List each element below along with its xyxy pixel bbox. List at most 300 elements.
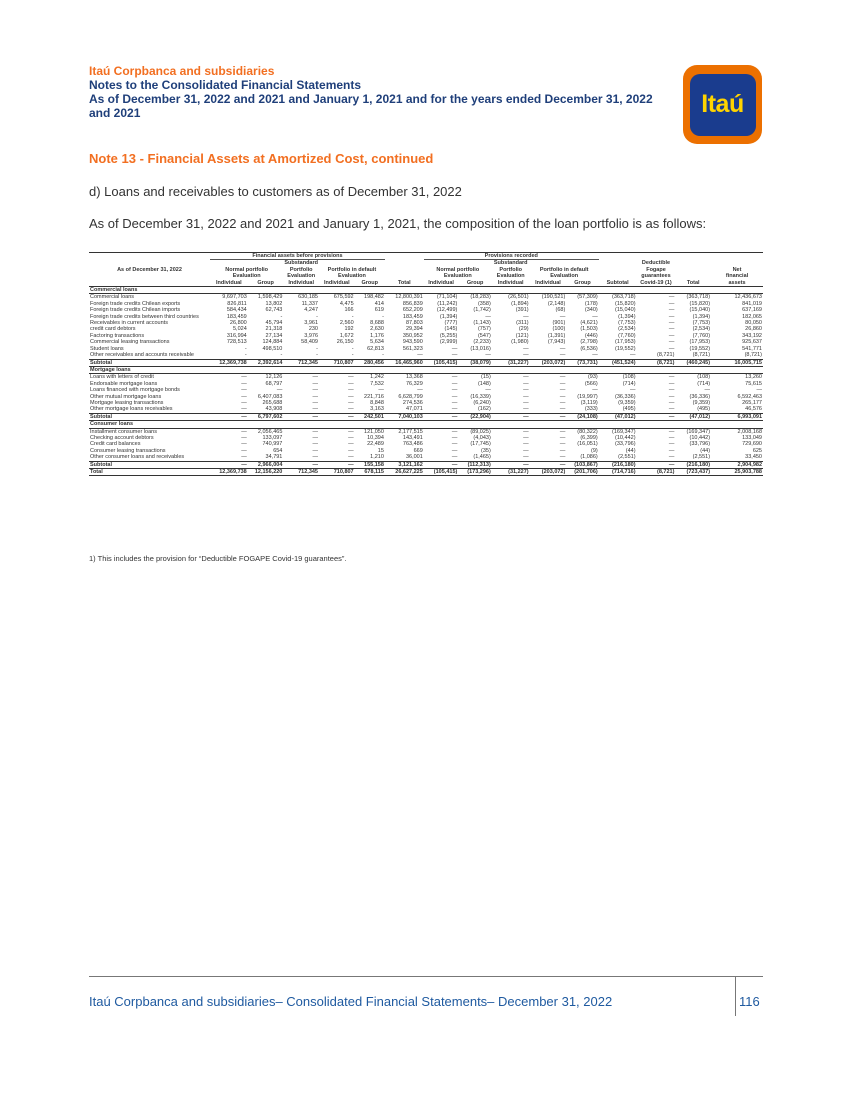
- table-cell: 230: [308, 326, 318, 333]
- table-cell: 856,839: [402, 300, 423, 307]
- row-label: Loans with letters of credit: [90, 374, 154, 381]
- table-cell: —: [559, 434, 566, 441]
- header-individual: Individual: [319, 280, 355, 287]
- table-cell: —: [451, 393, 458, 400]
- table-cell: —: [668, 374, 675, 381]
- table-cell: (29): [518, 326, 529, 333]
- table-cell: —: [319, 413, 355, 420]
- table-cell: 561,323: [402, 345, 423, 352]
- table-cell: 1,242: [370, 374, 384, 381]
- itau-logo: [683, 65, 762, 144]
- table-cell: —: [668, 441, 675, 448]
- table-cell: —: [668, 339, 675, 346]
- table-row: [89, 294, 763, 301]
- table-cell: 498,510: [262, 345, 283, 352]
- table-cell: —: [668, 300, 675, 307]
- row-label: Commercial leasing transactions: [90, 339, 170, 346]
- table-cell: (145): [444, 326, 458, 333]
- table-cell: (19,552): [615, 345, 636, 352]
- table-cell: (33,796): [615, 441, 636, 448]
- row-label: Mortgage leasing transactions: [90, 399, 164, 406]
- table-cell: 5,024: [232, 326, 247, 333]
- table-cell: 763,486: [402, 441, 423, 448]
- table-cell: (31,227): [492, 469, 530, 476]
- table-cell: (2,999): [439, 339, 458, 346]
- table-cell: 3,121,162: [385, 461, 424, 468]
- table-cell: 15: [377, 447, 384, 454]
- table-cell: (10,442): [615, 434, 636, 441]
- subheading: d) Loans and receivables to customers as of December 31, 2022: [89, 184, 462, 199]
- table-cell: 925,637: [742, 339, 762, 346]
- table-cell: (333): [584, 406, 598, 413]
- table-cell: (1,742): [473, 307, 491, 314]
- header-net: Net: [732, 266, 742, 273]
- table-cell: 8,688: [370, 320, 384, 327]
- table-cell: (93): [587, 374, 598, 381]
- table-cell: -: [382, 313, 384, 320]
- row-label: Subtotal: [89, 359, 210, 366]
- header-individual: Individual: [283, 280, 319, 287]
- table-cell: —: [559, 454, 566, 461]
- table-cell: (451,524): [599, 359, 637, 366]
- table-cell: 712,345: [283, 359, 319, 366]
- table-cell: 76,329: [405, 380, 423, 387]
- table-cell: (1,086): [580, 454, 598, 461]
- table-cell: (1,394): [692, 313, 711, 320]
- table-cell: 13,802: [265, 300, 283, 307]
- table-cell: 729,690: [742, 441, 762, 448]
- table-cell: 1,176: [370, 332, 384, 339]
- table-cell: 280,456: [355, 359, 385, 366]
- header-evaluation: Evaluation: [287, 273, 316, 280]
- row-label: Endorsable mortgage loans: [90, 380, 158, 387]
- table-cell: —: [630, 387, 636, 394]
- table-cell: (112,313): [458, 461, 491, 468]
- table-cell: 13,260: [745, 374, 762, 381]
- table-cell: 414: [374, 300, 384, 307]
- table-cell: 669: [413, 447, 423, 454]
- table-cell: 22,489: [367, 441, 384, 448]
- table-cell: 9,697,703: [222, 294, 247, 301]
- table-cell: (73,731): [566, 359, 598, 366]
- table-cell: 155,158: [355, 461, 385, 468]
- header-individual: Individual: [210, 280, 248, 287]
- table-cell: —: [668, 332, 675, 339]
- table-cell: 2,560: [339, 320, 354, 327]
- table-cell: 841,019: [742, 300, 762, 307]
- table-cell: —: [704, 387, 711, 394]
- table-cell: —: [451, 352, 458, 359]
- table-cell: 26,627,225: [385, 469, 424, 476]
- table-cell: (100): [552, 326, 566, 333]
- table-cell: (7,943): [547, 339, 566, 346]
- row-label: Subtotal: [89, 413, 210, 420]
- row-label: credit card debtors: [90, 326, 136, 333]
- table-cell: (38,079): [458, 359, 491, 366]
- table-cell: —: [559, 399, 566, 406]
- header-normal-portfolio-prov: Normal portfolio: [436, 266, 480, 273]
- table-cell: —: [523, 434, 529, 441]
- table-cell: (108): [697, 374, 711, 381]
- table-cell: 192: [344, 326, 354, 333]
- table-cell: (714,716): [599, 469, 637, 476]
- table-cell: (1,391): [547, 332, 566, 339]
- row-label: Consumer loans: [89, 421, 763, 428]
- table-cell: (162): [477, 406, 491, 413]
- table-cell: 12,436,673: [734, 294, 762, 301]
- loan-portfolio-table: [89, 252, 763, 476]
- table-cell: 62,813: [367, 345, 384, 352]
- table-cell: —: [210, 413, 248, 420]
- header-group: Group: [355, 280, 385, 287]
- table-cell: 625: [752, 447, 762, 454]
- table-cell: —: [523, 454, 529, 461]
- table-cell: —: [312, 393, 318, 400]
- header-individual: Individual: [492, 280, 530, 287]
- table-cell: 26,800: [229, 320, 247, 327]
- header-substandard: Substandard Portfolio: [284, 260, 318, 273]
- table-cell: (33,796): [689, 441, 711, 448]
- table-cell: 265,688: [262, 399, 283, 406]
- table-cell: (1,503): [580, 326, 598, 333]
- table-cell: (89,025): [470, 428, 491, 435]
- table-cell: (19,552): [689, 345, 711, 352]
- table-cell: 12,369,738: [210, 469, 248, 476]
- table-cell: (9): [591, 447, 598, 454]
- table-cell: (22,904): [458, 413, 491, 420]
- table-cell: 675,592: [333, 294, 354, 301]
- table-cell: (9,359): [692, 399, 711, 406]
- table-cell: —: [637, 413, 676, 420]
- footer-rule: [89, 976, 763, 977]
- header-subtotal: Subtotal: [599, 280, 637, 287]
- header-evaluation: Evaluation: [232, 273, 261, 280]
- table-cell: 4,247: [304, 307, 318, 314]
- table-row: [89, 374, 763, 381]
- table-cell: (2,798): [580, 339, 598, 346]
- document-header: [89, 64, 689, 120]
- table-cell: (17,953): [615, 339, 636, 346]
- table-cell: 274,536: [402, 399, 423, 406]
- table-cell: (201,706): [566, 469, 598, 476]
- header-group: Group: [458, 280, 491, 287]
- table-cell: —: [424, 413, 459, 420]
- table-cell: 710,807: [319, 359, 355, 366]
- table-cell: —: [241, 393, 247, 400]
- row-label: Other mutual mortgage loans: [90, 393, 162, 400]
- table-cell: 6,592,463: [737, 393, 762, 400]
- table-cell: 3,976: [304, 332, 318, 339]
- table-cell: —: [668, 428, 675, 435]
- table-cell: 7,532: [370, 380, 384, 387]
- table-cell: (2,233): [473, 339, 491, 346]
- table-cell: —: [523, 399, 529, 406]
- row-label: Total: [89, 469, 210, 476]
- table-cell: 943,590: [402, 339, 423, 346]
- table-cell: 652,209: [402, 307, 423, 314]
- table-cell: —: [451, 399, 458, 406]
- table-cell: 36,001: [405, 454, 423, 461]
- table-cell: —: [348, 441, 354, 448]
- table-cell: 710,807: [319, 469, 355, 476]
- table-cell: (8,721): [744, 352, 762, 359]
- table-cell: -: [316, 313, 318, 320]
- table-cell: (15,820): [615, 300, 636, 307]
- table-cell: 13,368: [405, 374, 423, 381]
- table-cell: (391): [515, 307, 529, 314]
- table-cell: —: [241, 406, 247, 413]
- table-cell: 630,185: [298, 294, 318, 301]
- table-cell: 10,394: [367, 434, 384, 441]
- header-normal-portfolio: Normal portfolio: [225, 266, 269, 273]
- row-label: Student loans: [90, 345, 124, 352]
- table-cell: (105,415): [424, 359, 459, 366]
- row-label: Other mortgage loans receivables: [90, 406, 173, 413]
- table-cell: 124,884: [262, 339, 283, 346]
- table-cell: (71,104): [436, 294, 458, 301]
- table-cell: 712,345: [283, 469, 319, 476]
- table-cell: 143,491: [402, 434, 423, 441]
- table-cell: —: [451, 441, 458, 448]
- group-before-provisions: Financial assets before provisions: [210, 253, 385, 260]
- table-cell: (57,309): [577, 294, 598, 301]
- table-cell: 26,860: [745, 326, 762, 333]
- table-cell: 740,997: [262, 441, 283, 448]
- table-cell: —: [637, 461, 676, 468]
- table-cell: (1,894): [511, 300, 529, 307]
- table-cell: —: [559, 441, 566, 448]
- table-cell: (714): [622, 380, 636, 387]
- header-row-groups: [89, 253, 763, 260]
- table-cell: (203,072): [530, 359, 567, 366]
- table-cell: 45,794: [265, 320, 283, 327]
- table-cell: (44): [700, 447, 711, 454]
- table-cell: -: [351, 345, 354, 352]
- table-cell: (1,394): [618, 313, 636, 320]
- header-substandard-prov: Substandard Portfolio: [493, 260, 528, 273]
- table-cell: (8,721): [656, 352, 675, 359]
- table-cell: (17,745): [470, 441, 491, 448]
- table-cell: —: [417, 352, 423, 359]
- table-cell: (7,753): [618, 320, 636, 327]
- table-cell: (4,043): [473, 434, 491, 441]
- table-cell: 343,192: [742, 332, 762, 339]
- table-cell: —: [523, 380, 529, 387]
- table-cell: —: [668, 313, 675, 320]
- table-cell: 4,475: [339, 300, 354, 307]
- table-row: [89, 454, 763, 461]
- table-cell: —: [283, 413, 319, 420]
- table-cell: —: [523, 387, 529, 394]
- table-cell: 1,210: [370, 454, 384, 461]
- table-cell: 11,337: [301, 300, 318, 307]
- table-cell: —: [523, 447, 529, 454]
- table-cell: —: [424, 461, 459, 468]
- table-cell: 541,771: [742, 345, 762, 352]
- header-evaluation: Evaluation: [550, 273, 579, 280]
- table-cell: —: [492, 413, 530, 420]
- row-label: Other consumer loans and receivables: [90, 454, 185, 461]
- table-cell: (15): [481, 374, 491, 381]
- table-total-row: [89, 469, 763, 476]
- table-cell: -: [351, 313, 354, 320]
- table-cell: 16,005,715: [711, 359, 763, 366]
- table-cell: 12,156,220: [248, 469, 284, 476]
- table-cell: —: [668, 393, 675, 400]
- table-cell: 27,134: [265, 332, 283, 339]
- table-cell: 242,501: [355, 413, 385, 420]
- table-cell: (1,143): [473, 320, 491, 327]
- table-cell: (13,016): [470, 345, 491, 352]
- table-cell: —: [451, 387, 458, 394]
- table-cell: 6,797,602: [248, 413, 284, 420]
- table-cell: 21,318: [265, 326, 283, 333]
- table-cell: (15,040): [689, 307, 711, 314]
- table-cell: —: [523, 345, 529, 352]
- table-cell: 2,392,614: [248, 359, 284, 366]
- header-guarantees: guarantees: [641, 273, 671, 280]
- table-cell: 8,848: [370, 399, 384, 406]
- table-cell: —: [559, 380, 566, 387]
- row-label: Commercial loans: [90, 294, 135, 301]
- row-label: Credit card balances: [90, 441, 141, 448]
- table-cell: (363,718): [612, 294, 636, 301]
- table-cell: (121): [515, 332, 529, 339]
- row-label: Mortgage loans: [89, 366, 763, 373]
- table-cell: (566): [584, 380, 598, 387]
- header-covid: Covid-19 (1): [637, 280, 676, 287]
- table-cell: 12,126: [265, 374, 283, 381]
- table-cell: —: [668, 326, 675, 333]
- table-cell: —: [668, 294, 675, 301]
- table-cell: (460,245): [675, 359, 711, 366]
- table-cell: —: [668, 406, 675, 413]
- table-cell: 43,908: [265, 406, 283, 413]
- table-cell: —: [348, 399, 354, 406]
- header-individual: Individual: [424, 280, 459, 287]
- table-cell: (547): [477, 332, 491, 339]
- row-label: Commercial loans: [89, 287, 763, 294]
- header-evaluation: Evaluation: [443, 273, 472, 280]
- table-cell: —: [241, 380, 247, 387]
- table-cell: 221,716: [364, 393, 384, 400]
- table-cell: —: [312, 380, 318, 387]
- table-cell: 3,163: [370, 406, 384, 413]
- table-cell: (1,980): [511, 339, 529, 346]
- table-cell: (190,521): [541, 294, 566, 301]
- table-cell: (363,718): [686, 294, 711, 301]
- table-cell: —: [312, 454, 318, 461]
- table-cell: (36,336): [689, 393, 711, 400]
- table-cell: -: [280, 313, 283, 320]
- table-cell: (340): [584, 307, 598, 314]
- table-cell: —: [312, 447, 318, 454]
- header-line-3: and 2021: [89, 106, 141, 120]
- header-group: Group: [248, 280, 284, 287]
- table-cell: 183,459: [226, 313, 247, 320]
- row-label: Foreign trade credits Chilean imports: [90, 307, 181, 314]
- table-cell: (103,867): [566, 461, 598, 468]
- table-cell: —: [241, 434, 247, 441]
- table-cell: (446): [584, 332, 598, 339]
- table-cell: —: [559, 406, 566, 413]
- table-cell: 75,615: [745, 380, 762, 387]
- table-cell: 47,071: [405, 406, 423, 413]
- table-cell: (17,953): [689, 339, 711, 346]
- table-cell: (2,148): [547, 300, 566, 307]
- footnote: 1) This includes the provision for “Deductible FOGAPE Covid-19 guarantees”.: [89, 554, 347, 563]
- table-cell: —: [451, 345, 458, 352]
- table-cell: (26,501): [508, 294, 529, 301]
- table-cell: —: [492, 461, 530, 468]
- table-cell: —: [559, 374, 566, 381]
- table-cell: 12,369,738: [210, 359, 248, 366]
- table-row: [89, 352, 763, 359]
- table-cell: (47,012): [599, 413, 637, 420]
- table-cell: —: [630, 352, 636, 359]
- table-cell: —: [241, 454, 247, 461]
- table-cell: —: [348, 428, 354, 435]
- table-cell: —: [592, 313, 598, 320]
- table-cell: —: [668, 447, 675, 454]
- table-cell: —: [348, 447, 354, 454]
- table-cell: —: [210, 461, 248, 468]
- table-cell: —: [241, 387, 247, 394]
- table-cell: —: [530, 413, 567, 420]
- table-cell: 68,797: [265, 380, 283, 387]
- table-cell: —: [559, 447, 566, 454]
- table-cell: (6,536): [580, 345, 598, 352]
- table-cell: (1,465): [473, 454, 491, 461]
- table-cell: (31,227): [492, 359, 530, 366]
- table-cell: (216,180): [675, 461, 711, 468]
- table-cell: (495): [622, 406, 636, 413]
- footer-divider: [735, 976, 736, 1016]
- header-deductible: Deductible Fogape: [641, 260, 671, 273]
- table-cell: 166: [344, 307, 354, 314]
- row-label: Installment consumer loans: [90, 428, 157, 435]
- table-cell: 265,177: [742, 399, 762, 406]
- table-cell: —: [312, 428, 318, 435]
- table-cell: (2,534): [618, 326, 636, 333]
- table-cell: 678,115: [355, 469, 385, 476]
- table-cell: (105,415): [424, 469, 459, 476]
- table-cell: —: [312, 406, 318, 413]
- table-cell: —: [668, 307, 675, 314]
- table-cell: 5,634: [370, 339, 384, 346]
- table-cell: (16,339): [470, 393, 491, 400]
- table-cell: (47,012): [675, 413, 711, 420]
- table-subtotal-row: [89, 413, 763, 420]
- table-section-row: [89, 366, 763, 373]
- logo-text: Itaú: [701, 90, 744, 118]
- header-total: Total: [675, 280, 711, 287]
- row-label: Loans financed with mortgage bonds: [90, 387, 180, 394]
- table-cell: (714): [697, 380, 711, 387]
- table-cell: —: [348, 380, 354, 387]
- table-cell: (9,359): [618, 399, 636, 406]
- table-cell: (35): [481, 447, 491, 454]
- table-cell: (18,283): [470, 294, 491, 301]
- table-cell: (108): [622, 374, 636, 381]
- table-cell: 584,434: [226, 307, 247, 314]
- table-cell: -: [382, 352, 384, 359]
- table-cell: —: [668, 387, 675, 394]
- table-cell: (178): [584, 300, 598, 307]
- table-cell: (16,051): [577, 441, 598, 448]
- table-cell: 654: [273, 447, 283, 454]
- table-cell: —: [592, 387, 598, 394]
